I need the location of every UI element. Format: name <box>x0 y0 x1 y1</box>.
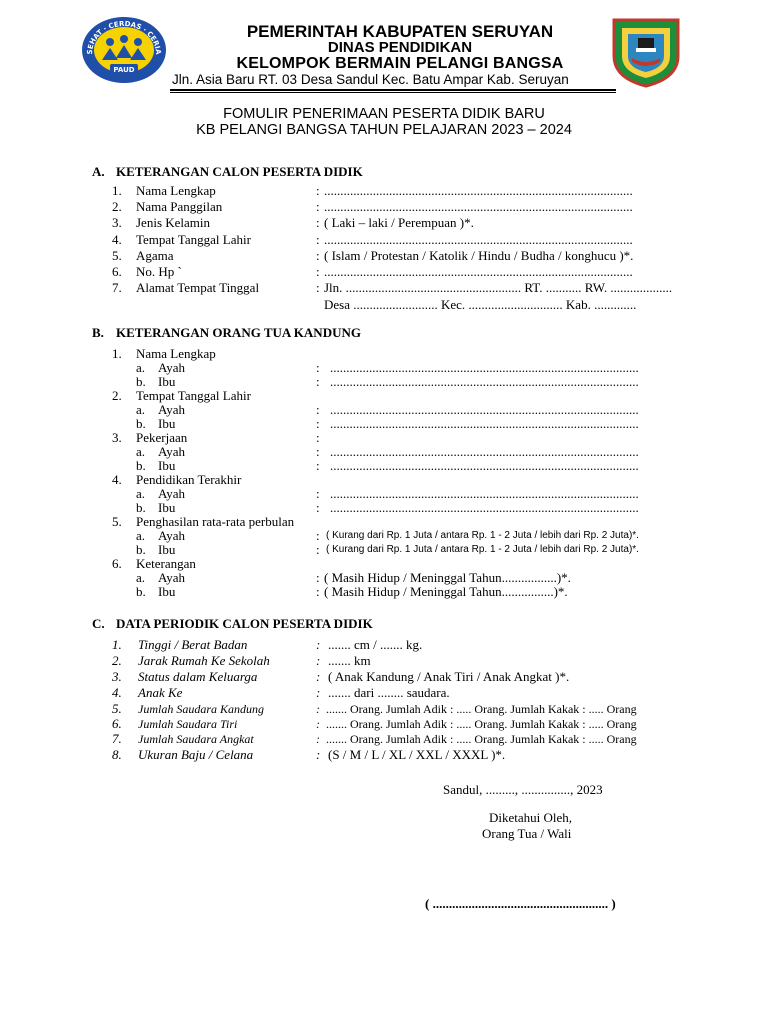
field-colon: : <box>316 500 320 515</box>
section-a-letter: A. <box>92 164 105 179</box>
sub-label: Ayah <box>158 528 185 543</box>
field-row <box>0 264 768 280</box>
field-options[interactable]: ( Anak Kandung / Anak Tiri / Anak Angkat )*. <box>328 669 570 684</box>
field-number: 7. <box>112 731 122 746</box>
field-number: 7. <box>112 280 122 295</box>
sub-label: Ibu <box>158 584 176 599</box>
sub-letter: a. <box>136 402 146 417</box>
field-row <box>0 183 768 199</box>
signature-place-date[interactable]: Sandul, ........., ..............., 2023 <box>443 782 603 797</box>
field-label: Ukuran Baju / Celana <box>138 747 254 762</box>
field-row-continued <box>0 297 768 313</box>
field-blank[interactable]: ............................................................................................... <box>324 264 633 279</box>
field-label: Pekerjaan <box>136 430 188 445</box>
field-number: 6. <box>112 556 122 571</box>
field-colon: : <box>316 570 320 585</box>
field-number: 1. <box>112 183 122 198</box>
field-row <box>0 731 768 747</box>
field-row <box>0 685 768 701</box>
field-label: Penghasilan rata-rata perbulan <box>136 514 295 529</box>
field-blank[interactable]: ....... Orang. Jumlah Adik : ..... Orang. Jumlah Kakak : ..... Orang <box>326 702 637 716</box>
field-colon: : <box>316 717 320 731</box>
field-label: Tempat Tanggal Lahir <box>136 388 251 403</box>
sub-letter: b. <box>136 584 146 599</box>
field-number: 5. <box>112 701 122 716</box>
logo-left-badge: PAUD <box>113 66 135 74</box>
field-blank[interactable]: ............................................................................................... <box>330 416 639 431</box>
field-blank[interactable]: ............................................................................................... <box>330 458 639 473</box>
field-colon: : <box>316 280 320 295</box>
field-row <box>0 716 768 732</box>
field-colon: : <box>316 653 321 668</box>
logo-left-motto: SEHAT · CERDAS · CERIA <box>85 19 163 55</box>
field-colon: : <box>316 264 320 279</box>
field-label: Jumlah Saudara Tiri <box>138 717 238 731</box>
sub-letter: b. <box>136 458 146 473</box>
field-options[interactable]: ( Masih Hidup / Meninggal Tahun.................)*. <box>324 570 571 585</box>
field-number: 8. <box>112 747 122 762</box>
header-school: KELOMPOK BERMAIN PELANGI BANGSA <box>236 55 564 72</box>
sub-label: Ayah <box>158 570 185 585</box>
sub-label: Ayah <box>158 360 185 375</box>
field-colon: : <box>316 248 320 263</box>
field-colon: : <box>316 183 320 198</box>
field-colon: : <box>316 402 320 417</box>
field-label: Nama Panggilan <box>136 199 223 214</box>
paud-logo <box>80 14 168 84</box>
field-blank[interactable]: ....... Orang. Jumlah Adik : ..... Orang. Jumlah Kakak : ..... Orang <box>326 717 637 731</box>
field-blank[interactable]: ............................................................................................... <box>330 444 639 459</box>
field-label: Tinggi / Berat Badan <box>138 637 248 652</box>
signature-name-line[interactable]: ( ...................................................... ) <box>425 896 616 911</box>
field-number: 6. <box>112 264 122 279</box>
field-blank[interactable]: ............................................................................................... <box>330 360 639 375</box>
sub-letter: b. <box>136 416 146 431</box>
field-number: 2. <box>112 388 122 403</box>
field-label: Jumlah Saudara Angkat <box>138 732 254 746</box>
field-label: Anak Ke <box>138 685 183 700</box>
field-row <box>0 215 768 231</box>
field-label: Jarak Rumah Ke Sekolah <box>138 653 270 668</box>
sub-label: Ibu <box>158 500 176 515</box>
sub-letter: a. <box>136 444 146 459</box>
field-blank[interactable]: ............................................................................................... <box>324 183 633 198</box>
field-colon: : <box>316 444 320 459</box>
field-number: 3. <box>112 215 122 230</box>
field-row <box>0 199 768 215</box>
form-title: FOMULIR PENERIMAAN PESERTA DIDIK BARU <box>223 106 545 122</box>
form-subtitle: KB PELANGI BANGSA TAHUN PELAJARAN 2023 – 2024 <box>196 122 572 138</box>
field-label: Nama Lengkap <box>136 346 216 361</box>
field-blank[interactable]: ....... dari ........ saudara. <box>328 685 450 700</box>
field-colon: : <box>316 528 320 543</box>
field-blank[interactable]: ............................................................................................... <box>324 199 633 214</box>
header-address: Jln. Asia Baru RT. 03 Desa Sandul Kec. Batu Ampar Kab. Seruyan <box>172 72 569 87</box>
section-a-title: KETERANGAN CALON PESERTA DIDIK <box>116 164 363 179</box>
field-colon: : <box>316 747 321 762</box>
sub-row <box>0 584 768 600</box>
field-label: Jenis Kelamin <box>136 215 211 230</box>
field-label: Nama Lengkap <box>136 183 216 198</box>
field-colon: : <box>316 542 320 557</box>
field-number: 1. <box>112 637 122 652</box>
field-blank[interactable]: ....... cm / ....... kg. <box>328 637 423 652</box>
field-row <box>0 232 768 248</box>
sub-letter: a. <box>136 570 146 585</box>
field-number: 4. <box>112 685 122 700</box>
field-colon: : <box>316 215 320 230</box>
header-rule <box>170 89 616 91</box>
sub-letter: b. <box>136 542 146 557</box>
field-number: 3. <box>112 430 122 445</box>
header-department: DINAS PENDIDIKAN <box>327 39 473 56</box>
field-blank[interactable]: ............................................................................................... <box>330 500 639 515</box>
field-row <box>0 637 768 653</box>
sub-label: Ibu <box>158 416 176 431</box>
field-colon: : <box>316 584 320 599</box>
field-colon: : <box>316 669 321 684</box>
field-label: Keterangan <box>136 556 196 571</box>
signature-role: Orang Tua / Wali <box>482 826 572 841</box>
field-number: 4. <box>112 472 122 487</box>
field-label: Tempat Tanggal Lahir <box>136 232 251 247</box>
field-label: Agama <box>136 248 174 263</box>
field-colon: : <box>316 458 320 473</box>
section-c-letter: C. <box>92 616 105 631</box>
field-row <box>0 280 768 296</box>
sub-letter: b. <box>136 500 146 515</box>
section-b-letter: B. <box>92 325 104 340</box>
field-colon: : <box>316 374 320 389</box>
field-number: 5. <box>112 514 122 529</box>
field-options[interactable]: ( Masih Hidup / Meninggal Tahun................)*. <box>324 584 568 599</box>
field-blank[interactable]: Jln. ...................................................... RT. ........... RW. ................... <box>324 280 673 295</box>
field-colon: : <box>316 430 320 445</box>
field-number: 6. <box>112 716 122 731</box>
field-options[interactable]: ( Kurang dari Rp. 1 Juta / antara Rp. 1 - 2 Juta / lebih dari Rp. 2 Juta)*. <box>326 530 639 541</box>
field-options[interactable]: ( Islam / Protestan / Katolik / Hindu / Budha / konghucu )*. <box>324 248 634 263</box>
field-blank[interactable]: ............................................................................................... <box>330 374 639 389</box>
field-blank[interactable]: ............................................................................................... <box>324 232 633 247</box>
field-number: 1. <box>112 346 122 361</box>
field-number: 4. <box>112 232 122 247</box>
section-b-heading <box>92 325 361 341</box>
field-label: Pendidikan Terakhir <box>136 472 242 487</box>
field-blank[interactable]: ............................................................................................... <box>330 402 639 417</box>
field-label: Jumlah Saudara Kandung <box>138 702 264 716</box>
field-colon: : <box>316 232 320 247</box>
field-row <box>0 701 768 717</box>
field-row <box>0 669 768 685</box>
field-number: 2. <box>112 199 122 214</box>
field-colon: : <box>316 685 321 700</box>
sub-label: Ibu <box>158 458 176 473</box>
field-colon: : <box>316 416 320 431</box>
field-label: No. Hp ` <box>136 264 182 279</box>
field-blank[interactable]: ....... Orang. Jumlah Adik : ..... Orang. Jumlah Kakak : ..... Orang <box>326 732 637 746</box>
field-blank[interactable]: ....... km <box>328 653 371 668</box>
field-number: 3. <box>112 669 122 684</box>
section-a-heading <box>92 164 363 180</box>
section-c-heading <box>92 616 373 632</box>
field-colon: : <box>316 702 320 716</box>
field-blank[interactable]: ............................................................................................... <box>330 486 639 501</box>
field-colon: : <box>316 486 320 501</box>
signature-known-by: Diketahui Oleh, <box>489 810 573 825</box>
field-label: Status dalam Keluarga <box>138 669 258 684</box>
sub-letter: a. <box>136 528 146 543</box>
field-options[interactable]: ( Kurang dari Rp. 1 Juta / antara Rp. 1 - 2 Juta / lebih dari Rp. 2 Juta)*. <box>326 544 639 555</box>
sub-label: Ibu <box>158 542 176 557</box>
header-government: PEMERINTAH KABUPATEN SERUYAN <box>246 22 554 41</box>
section-b-title: KETERANGAN ORANG TUA KANDUNG <box>116 325 361 340</box>
sub-letter: a. <box>136 486 146 501</box>
field-colon: : <box>316 199 320 214</box>
sub-label: Ayah <box>158 444 185 459</box>
field-colon: : <box>316 637 321 652</box>
field-label: Alamat Tempat Tinggal <box>136 280 260 295</box>
section-c-title: DATA PERIODIK CALON PESERTA DIDIK <box>116 616 373 631</box>
field-row <box>0 653 768 669</box>
field-number: 2. <box>112 653 122 668</box>
field-number: 5. <box>112 248 122 263</box>
field-options[interactable]: (S / M / L / XL / XXL / XXXL )*. <box>328 747 506 762</box>
header-rule-thin <box>170 92 616 93</box>
sub-label: Ibu <box>158 374 176 389</box>
sub-letter: a. <box>136 360 146 375</box>
sub-letter: b. <box>136 374 146 389</box>
sub-label: Ayah <box>158 402 185 417</box>
field-colon: : <box>316 732 320 746</box>
sub-label: Ayah <box>158 486 185 501</box>
field-colon: : <box>316 360 320 375</box>
field-options[interactable]: ( Laki – laki / Perempuan )*. <box>324 215 474 230</box>
field-row <box>0 747 768 763</box>
field-blank[interactable]: Desa .......................... Kec. ............................. Kab. ............. <box>324 297 637 312</box>
field-row <box>0 248 768 264</box>
